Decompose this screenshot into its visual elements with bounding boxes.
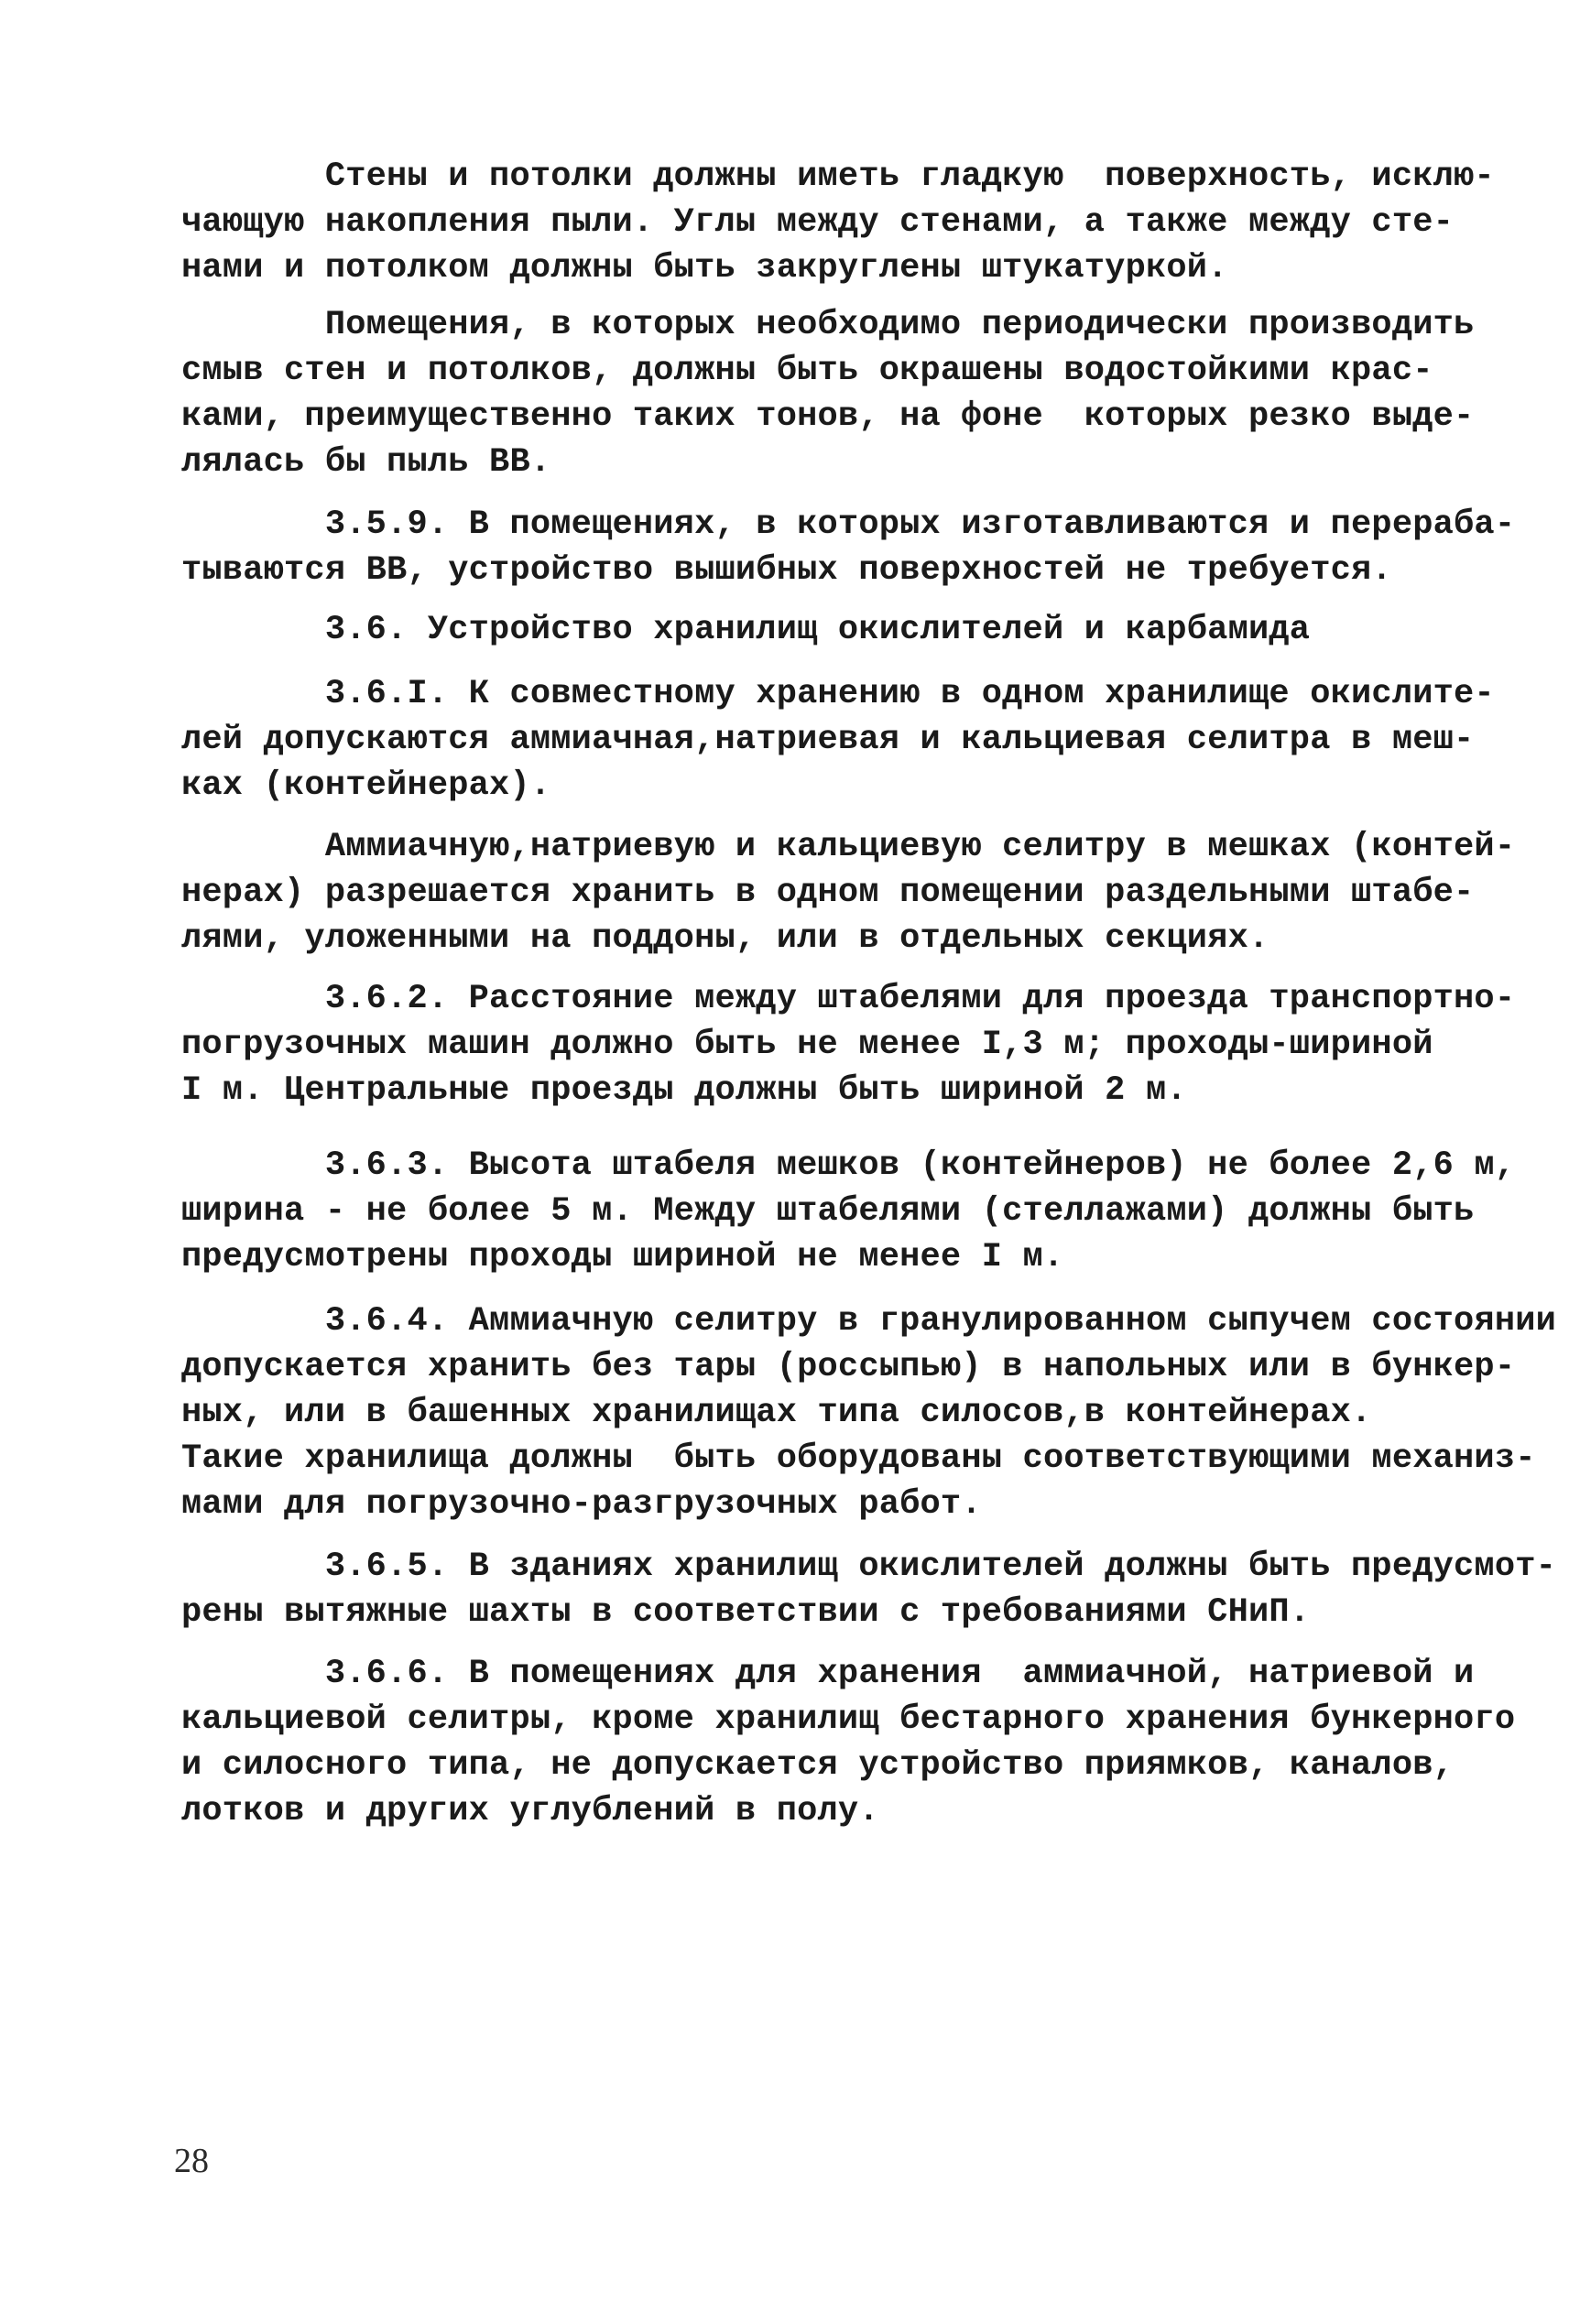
text-line: лями, уложенными на поддоны, или в отдельных секциях. — [181, 919, 1269, 958]
text-line: чающую накопления пыли. Углы между стенами, а также между сте- — [181, 203, 1455, 242]
text-line: Стены и потолки должны иметь гладкую поверхность, исклю- — [181, 157, 1495, 196]
text-line: лялась бы пыль ВВ. — [181, 443, 551, 482]
text-line: кальциевой селитры, кроме хранилищ бестарного хранения бункерного — [181, 1700, 1516, 1739]
text-line: лей допускаются аммиачная,натриевая и кальциевая селитра в меш- — [181, 721, 1475, 759]
text-line: рены вытяжные шахты в соответствии с требованиями СНиП. — [181, 1593, 1311, 1632]
text-line: Такие хранилища должны быть оборудованы соответствующими механиз- — [181, 1439, 1536, 1478]
text-line: 3.5.9. В помещениях, в которых изготавливаются и перераба- — [181, 505, 1516, 544]
text-line: ках (контейнерах). — [181, 766, 551, 805]
text-line: погрузочных машин должно быть не менее I,3 м; проходы-шириной — [181, 1026, 1433, 1064]
text-line: смыв стен и потолков, должны быть окрашены водостойкими крас- — [181, 352, 1433, 390]
text-line: 3.6.5. В зданиях хранилищ окислителей должны быть предусмот- — [181, 1548, 1557, 1586]
text-line: I м. Центральные проезды должны быть шириной 2 м. — [181, 1071, 1187, 1110]
text-line: 3.6.4. Аммиачную селитру в гранулированном сыпучем состоянии — [181, 1302, 1557, 1341]
text-line: предусмотрены проходы шириной не менее I м. — [181, 1238, 1064, 1276]
text-line: ширина - не более 5 м. Между штабелями (стеллажами) должны быть — [181, 1192, 1475, 1231]
text-line: 3.6.I. К совместному хранению в одном хранилище окислите- — [181, 675, 1495, 713]
text-line: ных, или в башенных хранилищах типа силосов,в контейнерах. — [181, 1394, 1372, 1432]
page-number: 28 — [174, 2142, 209, 2180]
text-line: тываются ВВ, устройство вышибных поверхностей не требуется. — [181, 551, 1392, 590]
text-line: мами для погрузочно-разгрузочных работ. — [181, 1485, 982, 1524]
text-line: 3.6.6. В помещениях для хранения аммиачной, натриевой и — [181, 1655, 1475, 1693]
text-line: лотков и других углублений в полу. — [181, 1792, 879, 1830]
section-heading: 3.6. Устройство хранилищ окислителей и карбамида — [181, 611, 1311, 649]
text-line: нерах) разрешается хранить в одном помещении раздельными штабе- — [181, 874, 1475, 912]
text-line: допускается хранить без тары (россыпью) в напольных или в бункер- — [181, 1348, 1516, 1386]
text-line: 3.6.3. Высота штабеля мешков (контейнеров) не более 2,6 м, — [181, 1146, 1516, 1185]
text-line: нами и потолком должны быть закруглены штукатуркой. — [181, 249, 1228, 288]
text-line: Помещения, в которых необходимо периодически производить — [181, 306, 1475, 344]
text-line: Аммиачную,натриевую и кальциевую селитру в мешках (контей- — [181, 828, 1516, 866]
text-line: 3.6.2. Расстояние между штабелями для проезда транспортно- — [181, 980, 1516, 1018]
text-line: ками, преимущественно таких тонов, на фоне которых резко выде- — [181, 397, 1475, 436]
text-line: и силосного типа, не допускается устройство приямков, каналов, — [181, 1746, 1455, 1785]
